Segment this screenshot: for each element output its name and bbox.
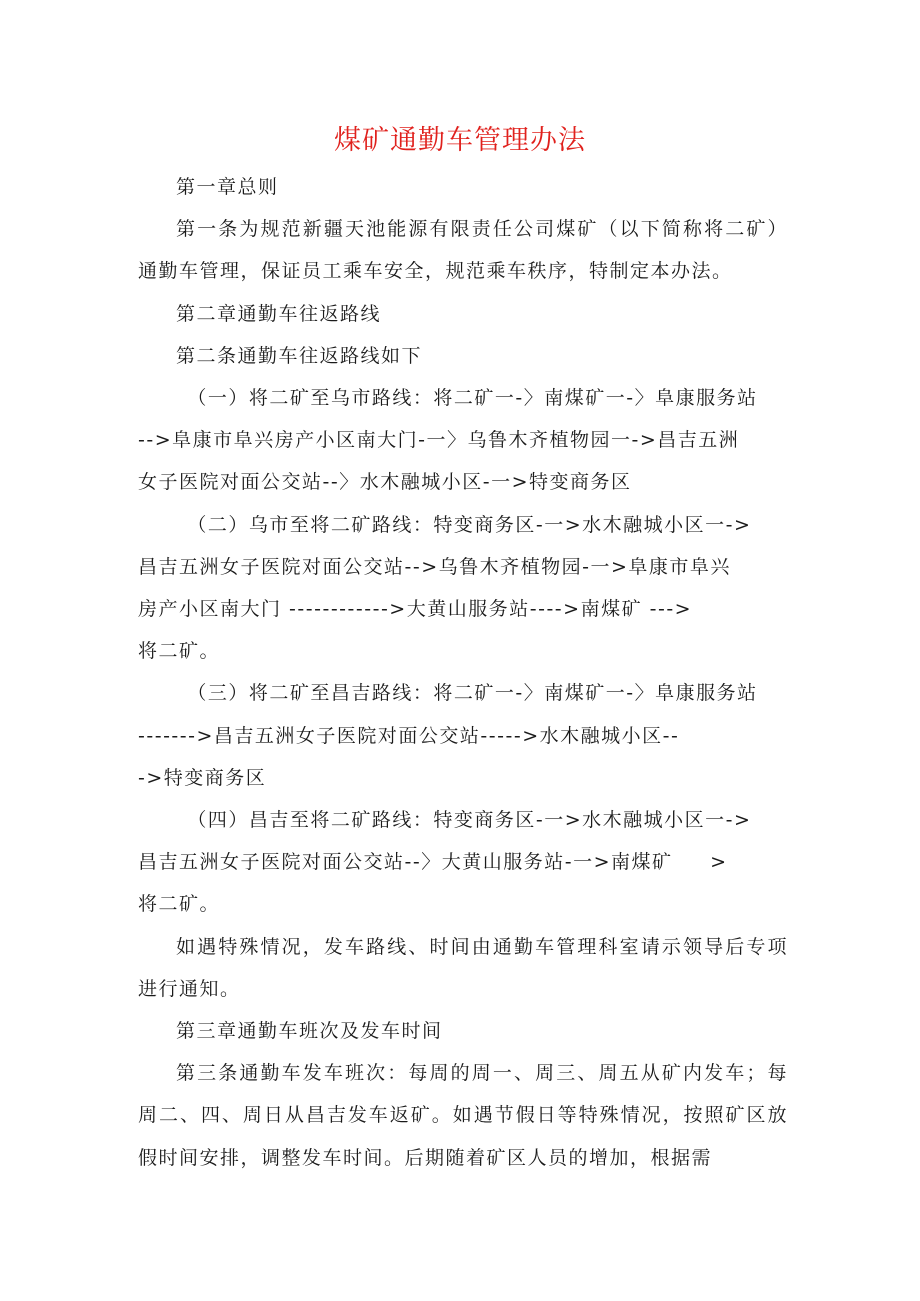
article-3: 第三条通勤车发车班次：每周的周一、周三、周五从矿内发车；每周二、四、周日从昌吉发车返矿。如遇节假日等特殊情况，按照矿区放假时间安排，调整发车时间。后期随着矿区人员的增加，根据需 [138,1062,788,1169]
route-3 [138,672,788,799]
document-body [138,166,788,1179]
article-1: 第一条为规范新疆天池能源有限责任公司煤矿（以下简称将二矿）通勤车管理，保证员工乘车安全，规范乘车秩序，特制定本办法。 [138,218,788,283]
route-4 [138,799,788,926]
route-2 [138,504,788,673]
route-line: ------->昌吉五洲女子医院对面公交站----->水木融城小区-- [138,724,680,747]
route-line: 女子医院对面公交站--〉水木融城小区-一>特变商务区 [138,471,632,494]
route-line: （三）将二矿至昌吉路线：将二矿一-〉南煤矿一-〉阜康服务站 [187,682,758,705]
route-line: （四）昌吉至将二矿路线：特变商务区-一>水木融城小区一-> [187,809,752,832]
route-line: 将二矿。 [138,893,221,916]
chapter-1-heading: 第一章总则 [176,176,279,198]
route-line: （二）乌市至将二矿路线：特变商务区-一>水木融城小区一-> [187,513,752,536]
route-line: ->特变商务区 [138,766,267,789]
route-line: 房产小区南大门 ------------>大黄山服务站---->南煤矿 ---> [138,598,693,621]
special-notice: 如遇特殊情况，发车路线、时间由通勤车管理科室请示领导后专项进行通知。 [138,935,788,1000]
chapter-3-heading: 第三章通勤车班次及发车时间 [176,1020,443,1043]
document-title: 煤矿通勤车管理办法 [334,125,586,156]
article-2: 第二条通勤车往返路线如下 [176,344,423,367]
route-line: （一）将二矿至乌市路线：将二矿一-〉南煤矿一-〉阜康服务站 [187,387,758,410]
route-line: 昌吉五洲女子医院对面公交站-->乌鲁木齐植物园-一>阜康市阜兴 [138,555,731,578]
route-1 [138,377,788,504]
chapter-2-heading: 第二章通勤车往返路线 [176,302,382,325]
route-line: 将二矿。 [138,640,221,663]
route-line: 昌吉五洲女子医院对面公交站--〉大黄山服务站-一>南煤矿 > [138,851,728,874]
route-line: -->阜康市阜兴房产小区南大门-一〉乌鲁木齐植物园一->昌吉五洲 [138,429,740,452]
